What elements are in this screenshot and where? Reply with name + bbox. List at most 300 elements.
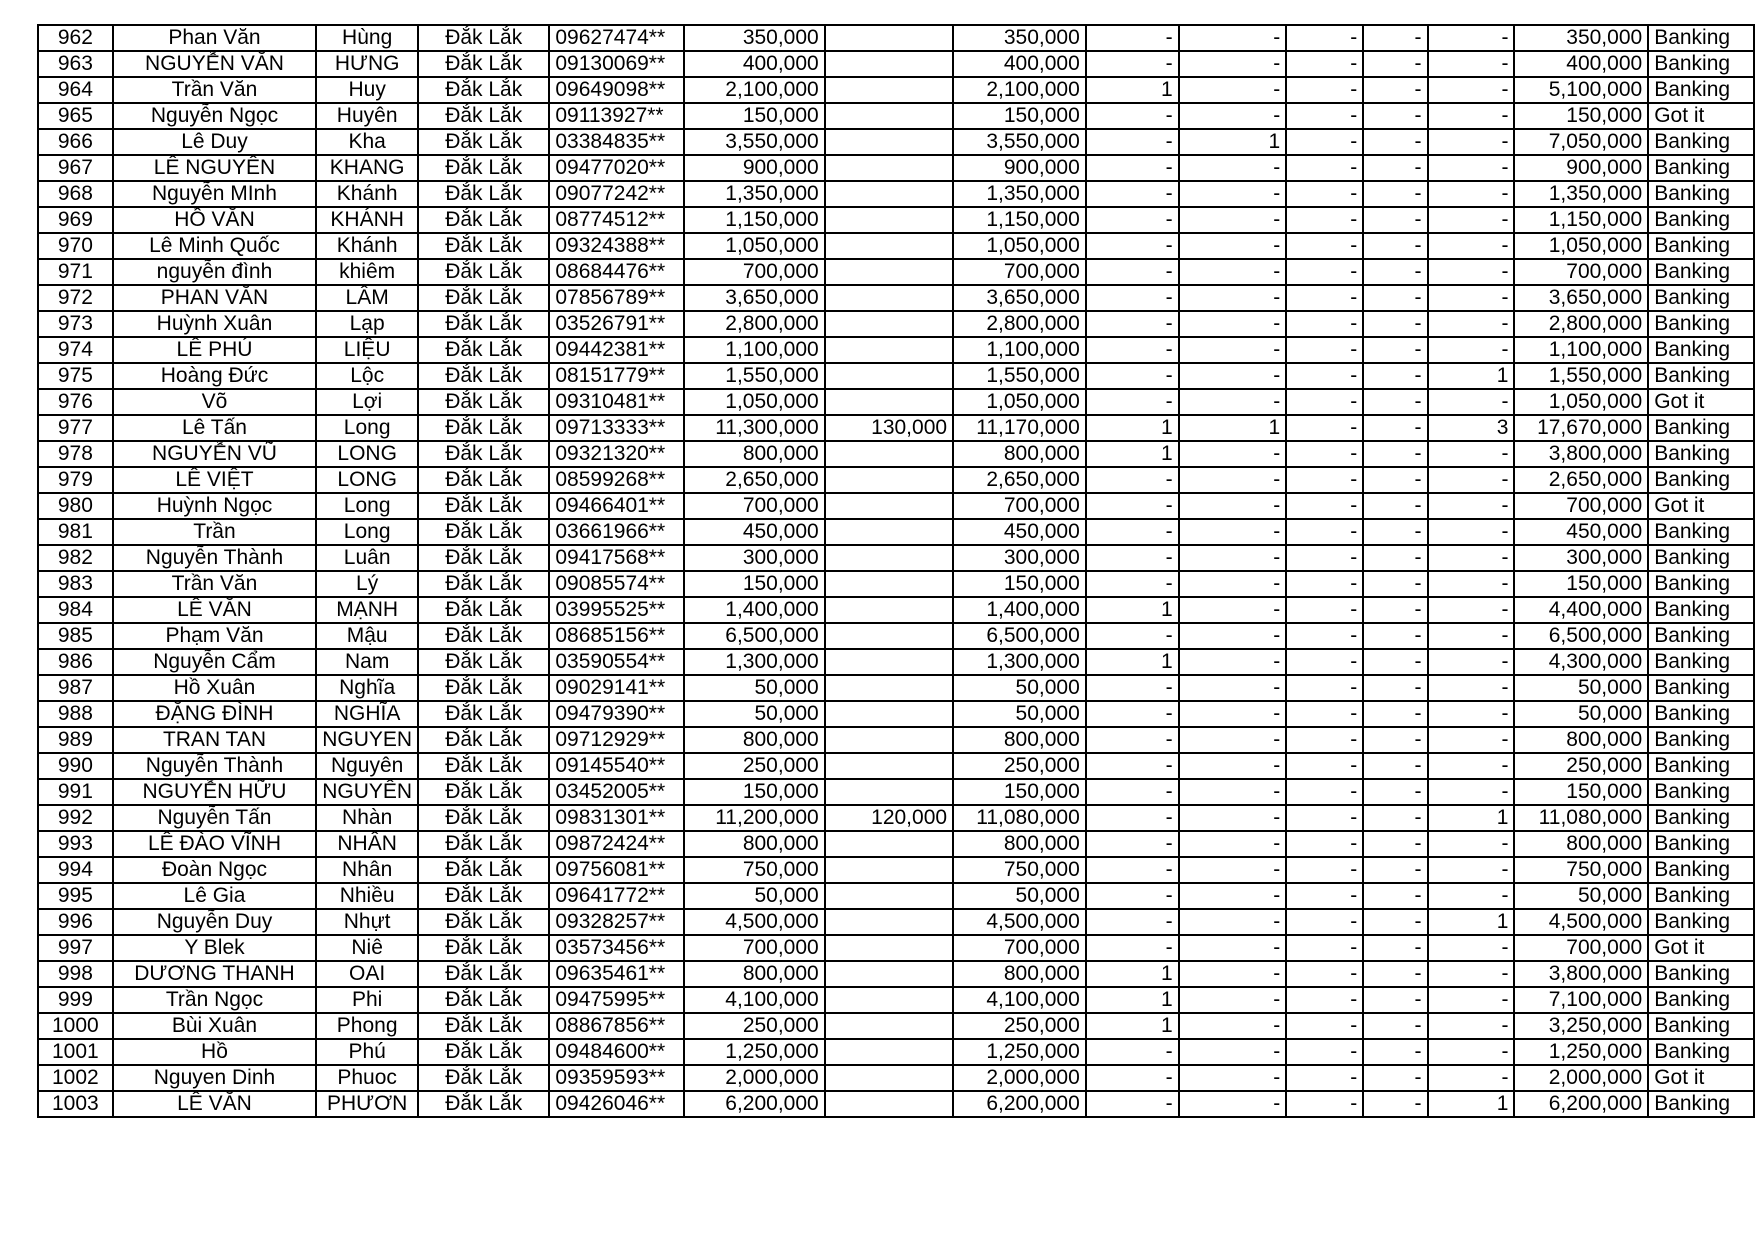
table-row	[38, 883, 1754, 909]
table-row	[38, 51, 1754, 77]
cell-count-d: -	[1363, 857, 1427, 883]
cell-count-b: -	[1179, 779, 1287, 805]
cell-total: 1,350,000	[1514, 181, 1648, 207]
cell-count-b: -	[1179, 493, 1287, 519]
row-number: 968	[38, 181, 113, 207]
cell-net-amount: 1,300,000	[953, 649, 1086, 675]
cell-fee	[825, 1013, 953, 1039]
row-number: 976	[38, 389, 113, 415]
cell-count-c: -	[1286, 285, 1363, 311]
cell-net-amount: 11,170,000	[953, 415, 1086, 441]
cell-count-a: -	[1086, 285, 1179, 311]
cell-count-e: -	[1428, 181, 1515, 207]
cell-method: Banking	[1648, 337, 1754, 363]
cell-fee	[825, 51, 953, 77]
cell-fee	[825, 493, 953, 519]
cell-given-name: HƯNG	[316, 51, 418, 77]
cell-fee	[825, 311, 953, 337]
cell-method: Banking	[1648, 831, 1754, 857]
cell-fee	[825, 467, 953, 493]
cell-net-amount: 50,000	[953, 883, 1086, 909]
cell-amount: 11,300,000	[684, 415, 825, 441]
cell-province: Đắk Lắk	[418, 1039, 549, 1065]
cell-count-e: 1	[1428, 363, 1515, 389]
cell-method: Banking	[1648, 467, 1754, 493]
cell-count-e: -	[1428, 701, 1515, 727]
cell-phone: 09324388**	[549, 233, 684, 259]
row-number: 980	[38, 493, 113, 519]
cell-count-d: -	[1363, 727, 1427, 753]
table-row	[38, 233, 1754, 259]
cell-count-a: -	[1086, 1091, 1179, 1117]
cell-province: Đắk Lắk	[418, 597, 549, 623]
row-number: 1002	[38, 1065, 113, 1091]
cell-count-b: -	[1179, 77, 1287, 103]
cell-count-c: -	[1286, 519, 1363, 545]
cell-amount: 350,000	[684, 25, 825, 51]
cell-fee	[825, 701, 953, 727]
cell-count-b: -	[1179, 363, 1287, 389]
cell-count-a: -	[1086, 1065, 1179, 1091]
cell-count-e: -	[1428, 77, 1515, 103]
table-row	[38, 1013, 1754, 1039]
row-number: 998	[38, 961, 113, 987]
cell-amount: 2,100,000	[684, 77, 825, 103]
cell-count-c: -	[1286, 779, 1363, 805]
cell-province: Đắk Lắk	[418, 623, 549, 649]
cell-count-d: -	[1363, 597, 1427, 623]
cell-province: Đắk Lắk	[418, 987, 549, 1013]
cell-province: Đắk Lắk	[418, 129, 549, 155]
cell-phone: 09475995**	[549, 987, 684, 1013]
row-number: 1000	[38, 1013, 113, 1039]
cell-total: 7,050,000	[1514, 129, 1648, 155]
cell-total: 11,080,000	[1514, 805, 1648, 831]
row-number: 973	[38, 311, 113, 337]
cell-amount: 800,000	[684, 727, 825, 753]
cell-count-c: -	[1286, 909, 1363, 935]
cell-count-a: -	[1086, 727, 1179, 753]
cell-given-name: LIỆU	[316, 337, 418, 363]
cell-given-name: Hùng	[316, 25, 418, 51]
cell-count-a: 1	[1086, 441, 1179, 467]
cell-total: 150,000	[1514, 103, 1648, 129]
cell-net-amount: 750,000	[953, 857, 1086, 883]
cell-count-e: 3	[1428, 415, 1515, 441]
cell-province: Đắk Lắk	[418, 805, 549, 831]
cell-surname: HỒ VĂN	[113, 207, 316, 233]
cell-net-amount: 250,000	[953, 753, 1086, 779]
cell-count-a: -	[1086, 389, 1179, 415]
cell-given-name: Nhựt	[316, 909, 418, 935]
cell-method: Banking	[1648, 649, 1754, 675]
cell-count-a: -	[1086, 909, 1179, 935]
cell-total: 450,000	[1514, 519, 1648, 545]
table-row	[38, 1065, 1754, 1091]
cell-surname: Nguyễn MInh	[113, 181, 316, 207]
cell-total: 350,000	[1514, 25, 1648, 51]
cell-count-d: -	[1363, 883, 1427, 909]
cell-surname: Lê Gia	[113, 883, 316, 909]
cell-method: Got it	[1648, 493, 1754, 519]
cell-count-e: -	[1428, 519, 1515, 545]
cell-method: Banking	[1648, 285, 1754, 311]
cell-count-c: -	[1286, 961, 1363, 987]
table-row	[38, 935, 1754, 961]
cell-surname: Nguyễn Thành	[113, 545, 316, 571]
cell-net-amount: 800,000	[953, 727, 1086, 753]
cell-count-d: -	[1363, 545, 1427, 571]
cell-count-a: -	[1086, 805, 1179, 831]
cell-amount: 50,000	[684, 675, 825, 701]
cell-given-name: Kha	[316, 129, 418, 155]
cell-count-c: -	[1286, 805, 1363, 831]
cell-method: Banking	[1648, 1039, 1754, 1065]
cell-fee	[825, 831, 953, 857]
cell-phone: 09756081**	[549, 857, 684, 883]
cell-surname: Trần Văn	[113, 571, 316, 597]
cell-given-name: Long	[316, 415, 418, 441]
cell-method: Got it	[1648, 935, 1754, 961]
cell-fee: 120,000	[825, 805, 953, 831]
cell-count-a: 1	[1086, 597, 1179, 623]
cell-surname: Huỳnh Ngọc	[113, 493, 316, 519]
cell-total: 50,000	[1514, 883, 1648, 909]
row-number: 966	[38, 129, 113, 155]
cell-amount: 900,000	[684, 155, 825, 181]
cell-province: Đắk Lắk	[418, 493, 549, 519]
cell-total: 2,000,000	[1514, 1065, 1648, 1091]
cell-total: 7,100,000	[1514, 987, 1648, 1013]
cell-given-name: LONG	[316, 467, 418, 493]
cell-amount: 800,000	[684, 831, 825, 857]
cell-fee	[825, 753, 953, 779]
cell-count-c: -	[1286, 831, 1363, 857]
cell-count-e: -	[1428, 207, 1515, 233]
cell-surname: TRAN TAN	[113, 727, 316, 753]
cell-fee	[825, 129, 953, 155]
cell-method: Got it	[1648, 389, 1754, 415]
cell-given-name: Khánh	[316, 233, 418, 259]
cell-phone: 09310481**	[549, 389, 684, 415]
cell-count-c: -	[1286, 545, 1363, 571]
row-number: 969	[38, 207, 113, 233]
cell-given-name: Mậu	[316, 623, 418, 649]
cell-net-amount: 700,000	[953, 493, 1086, 519]
cell-net-amount: 2,000,000	[953, 1065, 1086, 1091]
cell-given-name: Nhàn	[316, 805, 418, 831]
cell-fee	[825, 857, 953, 883]
cell-surname: Trần Ngọc	[113, 987, 316, 1013]
cell-province: Đắk Lắk	[418, 363, 549, 389]
cell-phone: 03452005**	[549, 779, 684, 805]
cell-phone: 09328257**	[549, 909, 684, 935]
table-row	[38, 623, 1754, 649]
cell-count-e: -	[1428, 987, 1515, 1013]
cell-count-a: -	[1086, 181, 1179, 207]
cell-surname: Huỳnh Xuân	[113, 311, 316, 337]
cell-count-d: -	[1363, 77, 1427, 103]
cell-method: Banking	[1648, 701, 1754, 727]
cell-surname: nguyễn đình	[113, 259, 316, 285]
cell-count-a: -	[1086, 519, 1179, 545]
cell-count-e: 1	[1428, 1091, 1515, 1117]
cell-net-amount: 1,050,000	[953, 233, 1086, 259]
cell-count-c: -	[1286, 181, 1363, 207]
cell-method: Banking	[1648, 311, 1754, 337]
cell-count-e: -	[1428, 441, 1515, 467]
cell-net-amount: 1,250,000	[953, 1039, 1086, 1065]
cell-count-c: -	[1286, 935, 1363, 961]
cell-amount: 50,000	[684, 883, 825, 909]
table-row	[38, 415, 1754, 441]
cell-count-c: -	[1286, 233, 1363, 259]
cell-surname: NGUYỄN VŨ	[113, 441, 316, 467]
cell-count-e: -	[1428, 285, 1515, 311]
cell-method: Banking	[1648, 623, 1754, 649]
cell-count-e: -	[1428, 25, 1515, 51]
cell-phone: 03573456**	[549, 935, 684, 961]
cell-count-d: -	[1363, 441, 1427, 467]
cell-amount: 1,550,000	[684, 363, 825, 389]
cell-count-b: -	[1179, 649, 1287, 675]
cell-surname: Lê Tấn	[113, 415, 316, 441]
cell-count-a: -	[1086, 545, 1179, 571]
cell-given-name: OAI	[316, 961, 418, 987]
cell-net-amount: 700,000	[953, 259, 1086, 285]
cell-count-d: -	[1363, 311, 1427, 337]
cell-province: Đắk Lắk	[418, 415, 549, 441]
cell-count-a: -	[1086, 155, 1179, 181]
row-number: 996	[38, 909, 113, 935]
cell-count-e: -	[1428, 337, 1515, 363]
row-number: 970	[38, 233, 113, 259]
cell-amount: 250,000	[684, 753, 825, 779]
row-number: 989	[38, 727, 113, 753]
cell-fee	[825, 727, 953, 753]
cell-count-b: -	[1179, 311, 1287, 337]
cell-count-a: 1	[1086, 415, 1179, 441]
cell-province: Đắk Lắk	[418, 337, 549, 363]
cell-given-name: Phú	[316, 1039, 418, 1065]
cell-total: 400,000	[1514, 51, 1648, 77]
cell-count-d: -	[1363, 571, 1427, 597]
cell-province: Đắk Lắk	[418, 155, 549, 181]
cell-surname: Võ	[113, 389, 316, 415]
cell-phone: 09641772**	[549, 883, 684, 909]
cell-amount: 700,000	[684, 935, 825, 961]
cell-net-amount: 450,000	[953, 519, 1086, 545]
cell-province: Đắk Lắk	[418, 545, 549, 571]
cell-net-amount: 900,000	[953, 155, 1086, 181]
cell-count-a: -	[1086, 25, 1179, 51]
cell-count-e: -	[1428, 545, 1515, 571]
cell-count-d: -	[1363, 129, 1427, 155]
cell-net-amount: 800,000	[953, 961, 1086, 987]
cell-given-name: KHANG	[316, 155, 418, 181]
cell-phone: 09113927**	[549, 103, 684, 129]
cell-count-b: -	[1179, 701, 1287, 727]
cell-count-b: -	[1179, 883, 1287, 909]
cell-province: Đắk Lắk	[418, 857, 549, 883]
cell-count-b: 1	[1179, 415, 1287, 441]
cell-surname: Trần Văn	[113, 77, 316, 103]
cell-count-c: -	[1286, 1065, 1363, 1091]
cell-count-d: -	[1363, 25, 1427, 51]
cell-count-c: -	[1286, 493, 1363, 519]
cell-count-d: -	[1363, 935, 1427, 961]
cell-count-a: 1	[1086, 649, 1179, 675]
cell-fee	[825, 25, 953, 51]
cell-count-a: -	[1086, 857, 1179, 883]
cell-count-b: -	[1179, 233, 1287, 259]
cell-province: Đắk Lắk	[418, 883, 549, 909]
cell-net-amount: 50,000	[953, 701, 1086, 727]
cell-province: Đắk Lắk	[418, 519, 549, 545]
cell-total: 150,000	[1514, 779, 1648, 805]
cell-given-name: LÂM	[316, 285, 418, 311]
cell-total: 1,250,000	[1514, 1039, 1648, 1065]
cell-count-d: -	[1363, 1065, 1427, 1091]
cell-given-name: Phuoc	[316, 1065, 418, 1091]
cell-amount: 1,150,000	[684, 207, 825, 233]
cell-given-name: LONG	[316, 441, 418, 467]
cell-fee	[825, 181, 953, 207]
cell-count-a: -	[1086, 779, 1179, 805]
cell-count-b: -	[1179, 805, 1287, 831]
table-row	[38, 545, 1754, 571]
cell-count-a: -	[1086, 259, 1179, 285]
cell-count-c: -	[1286, 337, 1363, 363]
cell-phone: 09831301**	[549, 805, 684, 831]
cell-net-amount: 1,400,000	[953, 597, 1086, 623]
cell-count-e: -	[1428, 493, 1515, 519]
cell-count-a: -	[1086, 363, 1179, 389]
cell-method: Banking	[1648, 1013, 1754, 1039]
cell-count-e: -	[1428, 1013, 1515, 1039]
cell-province: Đắk Lắk	[418, 389, 549, 415]
cell-count-c: -	[1286, 857, 1363, 883]
cell-total: 50,000	[1514, 701, 1648, 727]
cell-phone: 08867856**	[549, 1013, 684, 1039]
cell-surname: Đoàn Ngọc	[113, 857, 316, 883]
cell-count-e: -	[1428, 727, 1515, 753]
row-number: 988	[38, 701, 113, 727]
cell-net-amount: 2,100,000	[953, 77, 1086, 103]
cell-count-b: -	[1179, 285, 1287, 311]
cell-amount: 2,650,000	[684, 467, 825, 493]
cell-count-a: -	[1086, 51, 1179, 77]
cell-count-b: -	[1179, 467, 1287, 493]
cell-total: 17,670,000	[1514, 415, 1648, 441]
cell-phone: 09130069**	[549, 51, 684, 77]
cell-count-a: 1	[1086, 987, 1179, 1013]
cell-method: Banking	[1648, 753, 1754, 779]
cell-province: Đắk Lắk	[418, 831, 549, 857]
cell-count-c: -	[1286, 259, 1363, 285]
cell-given-name: Long	[316, 493, 418, 519]
cell-net-amount: 1,350,000	[953, 181, 1086, 207]
cell-fee	[825, 207, 953, 233]
cell-count-d: -	[1363, 1091, 1427, 1117]
cell-count-a: -	[1086, 1039, 1179, 1065]
cell-amount: 1,100,000	[684, 337, 825, 363]
cell-given-name: Lộc	[316, 363, 418, 389]
cell-province: Đắk Lắk	[418, 311, 549, 337]
table-row	[38, 987, 1754, 1013]
cell-net-amount: 3,650,000	[953, 285, 1086, 311]
cell-fee	[825, 623, 953, 649]
cell-surname: LÊ VĂN	[113, 1091, 316, 1117]
cell-given-name: Khánh	[316, 181, 418, 207]
cell-surname: Y Blek	[113, 935, 316, 961]
cell-total: 1,150,000	[1514, 207, 1648, 233]
cell-count-d: -	[1363, 961, 1427, 987]
cell-total: 750,000	[1514, 857, 1648, 883]
cell-total: 4,300,000	[1514, 649, 1648, 675]
row-number: 978	[38, 441, 113, 467]
cell-count-b: -	[1179, 727, 1287, 753]
cell-count-d: -	[1363, 519, 1427, 545]
cell-method: Banking	[1648, 805, 1754, 831]
cell-net-amount: 3,550,000	[953, 129, 1086, 155]
cell-surname: Bùi Xuân	[113, 1013, 316, 1039]
cell-net-amount: 11,080,000	[953, 805, 1086, 831]
cell-given-name: Lý	[316, 571, 418, 597]
cell-count-e: -	[1428, 935, 1515, 961]
cell-fee	[825, 1039, 953, 1065]
cell-method: Banking	[1648, 129, 1754, 155]
cell-net-amount: 2,650,000	[953, 467, 1086, 493]
cell-surname: DƯƠNG THANH	[113, 961, 316, 987]
cell-given-name: NGUYÊN	[316, 779, 418, 805]
cell-method: Got it	[1648, 1065, 1754, 1091]
cell-method: Banking	[1648, 155, 1754, 181]
cell-surname: ĐẶNG ĐÌNH	[113, 701, 316, 727]
cell-fee	[825, 935, 953, 961]
cell-phone: 03995525**	[549, 597, 684, 623]
cell-province: Đắk Lắk	[418, 909, 549, 935]
cell-given-name: Luân	[316, 545, 418, 571]
cell-given-name: khiêm	[316, 259, 418, 285]
cell-count-a: -	[1086, 571, 1179, 597]
cell-count-c: -	[1286, 415, 1363, 441]
cell-fee	[825, 597, 953, 623]
cell-province: Đắk Lắk	[418, 467, 549, 493]
cell-count-d: -	[1363, 753, 1427, 779]
row-number: 994	[38, 857, 113, 883]
cell-fee	[825, 285, 953, 311]
cell-count-e: -	[1428, 155, 1515, 181]
cell-fee	[825, 1065, 953, 1091]
cell-count-c: -	[1286, 311, 1363, 337]
cell-fee	[825, 1091, 953, 1117]
cell-total: 1,050,000	[1514, 389, 1648, 415]
cell-province: Đắk Lắk	[418, 649, 549, 675]
cell-fee	[825, 909, 953, 935]
table-row	[38, 155, 1754, 181]
cell-count-b: -	[1179, 753, 1287, 779]
cell-count-e: 1	[1428, 909, 1515, 935]
cell-count-a: -	[1086, 675, 1179, 701]
cell-amount: 250,000	[684, 1013, 825, 1039]
cell-count-b: -	[1179, 51, 1287, 77]
cell-given-name: NGUYEN	[316, 727, 418, 753]
table-row	[38, 571, 1754, 597]
cell-surname: Nguyễn Duy	[113, 909, 316, 935]
cell-count-e: -	[1428, 675, 1515, 701]
cell-count-e: -	[1428, 831, 1515, 857]
